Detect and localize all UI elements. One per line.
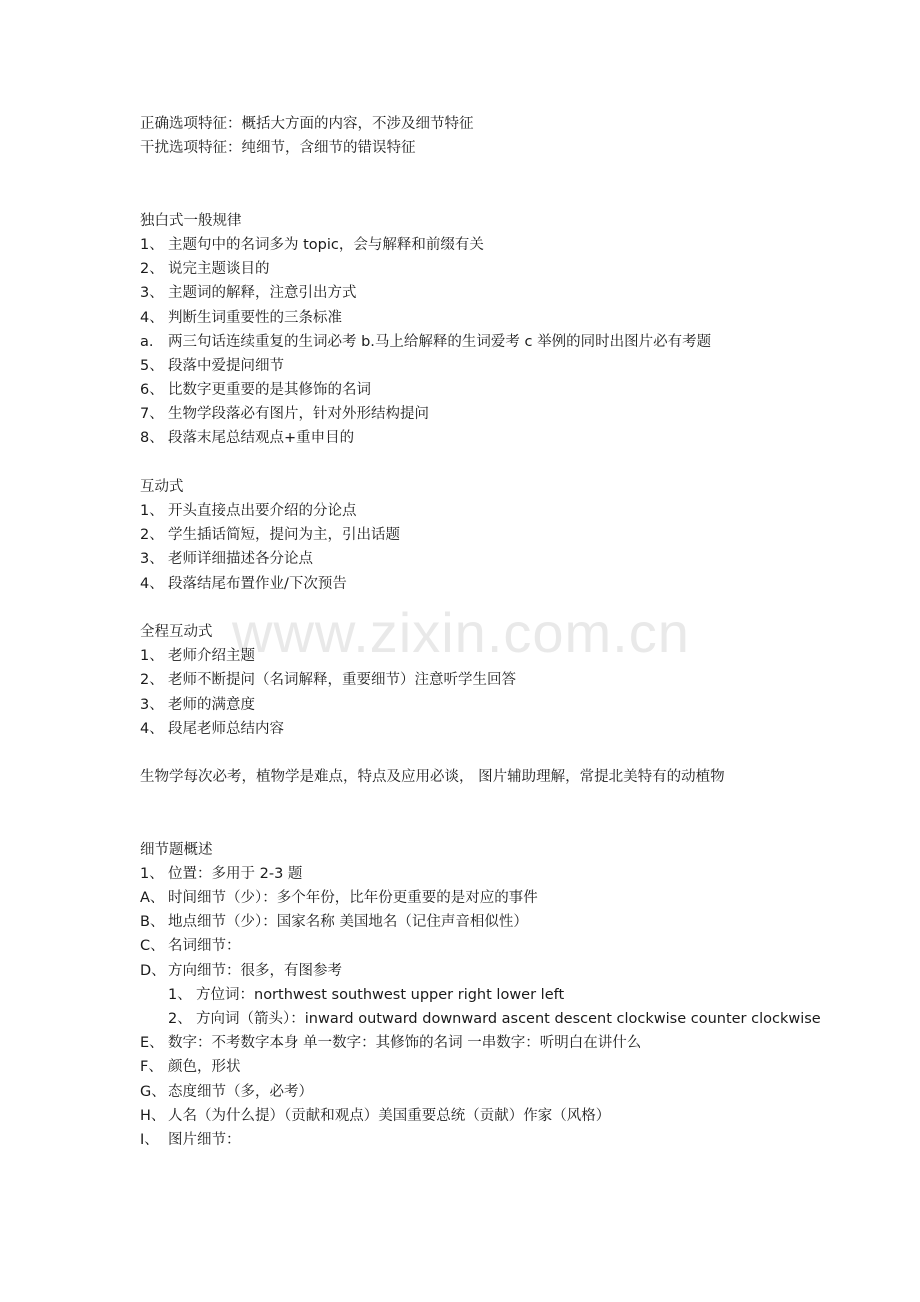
list-item: [140, 1128, 800, 1152]
list-item: [140, 959, 800, 983]
list-item: [140, 233, 800, 257]
list-item: [140, 644, 800, 668]
list-text: 方向细节：很多，有图参考: [168, 962, 342, 979]
list-marker: 1、: [140, 865, 164, 882]
list-text: 图片细节：: [168, 1131, 241, 1148]
list-marker: B、: [140, 914, 165, 931]
list-text: 颜色，形状: [168, 1059, 241, 1076]
list-marker: 3、: [140, 285, 164, 302]
list-marker: 4、: [140, 720, 164, 737]
list-marker: 8、: [140, 430, 164, 447]
list-item: [140, 910, 800, 934]
section-title-detail: 细节题概述: [140, 841, 213, 858]
list-text: 段落末尾总结观点+重申目的: [168, 430, 355, 447]
list-item: [140, 306, 800, 330]
sub-list-item: [140, 1007, 821, 1031]
monologue-list: [140, 233, 800, 451]
list-marker: 5、: [140, 357, 164, 374]
document-page: [140, 112, 821, 1152]
list-marker: 3、: [140, 551, 164, 568]
list-text: 时间细节（少）：多个年份，比年份更重要的是对应的事件: [168, 890, 538, 907]
list-marker: 1、: [140, 503, 164, 519]
list-item: [140, 402, 800, 426]
list-item: [140, 426, 800, 450]
sub-list-item: [140, 983, 800, 1007]
list-text: 位置：多用于 2-3 题: [168, 865, 303, 882]
list-marker: 6、: [140, 382, 164, 399]
list-marker: C、: [140, 938, 165, 955]
list-text: 两三句话连续重复的生词必考 b.马上给解释的生词爱考 c 举例的同时出图片必有考题: [168, 333, 712, 350]
list-text: 方向词（箭头）：inward outward downward ascent descent clockwise counter clockwise: [196, 1010, 821, 1027]
list-marker: 2、: [140, 261, 164, 278]
list-item: [140, 330, 800, 354]
list-text: 判断生词重要性的三条标准: [168, 309, 342, 326]
section-title-monologue: 独白式一般规律: [140, 212, 242, 229]
list-item: [140, 572, 800, 596]
list-item: [140, 934, 800, 958]
full-interactive-list: [140, 644, 800, 741]
list-text: 段落中爱提问细节: [168, 357, 284, 374]
list-text: 名词细节：: [168, 938, 241, 955]
list-item: [140, 281, 800, 305]
list-text: 段落结尾布置作业/下次预告: [168, 575, 347, 592]
list-marker: 2、: [168, 1010, 192, 1027]
list-item: [140, 547, 800, 571]
list-marker: 4、: [140, 309, 164, 326]
list-text: 老师不断提问（名词解释，重要细节）注意听学生回答: [168, 672, 516, 689]
list-text: 主题词的解释，注意引出方式: [168, 285, 357, 302]
list-text: 态度细节（多，必考）: [168, 1083, 313, 1100]
list-marker: 1、: [168, 986, 192, 1003]
list-item: [140, 693, 800, 717]
list-text: 学生插话简短，提问为主，引出话题: [168, 527, 400, 544]
list-item: [140, 668, 800, 692]
list-marker: H、: [140, 1107, 166, 1124]
section-title-interactive: 互动式: [140, 478, 184, 495]
list-item: [140, 717, 800, 741]
list-text: 开头直接点出要介绍的分论点: [168, 503, 357, 519]
list-marker: D、: [140, 962, 166, 979]
list-text: 比数字更重要的是其修饰的名词: [168, 382, 371, 399]
list-marker: A、: [140, 890, 165, 907]
list-marker: a.: [140, 333, 154, 350]
list-marker: 2、: [140, 672, 164, 689]
list-marker: 7、: [140, 406, 164, 423]
list-item: [140, 886, 800, 910]
intro-line-correct: 正确选项特征：概括大方面的内容，不涉及细节特征: [140, 116, 474, 132]
list-marker: 3、: [140, 696, 164, 713]
list-text: 说完主题谈目的: [168, 261, 270, 278]
list-item: [140, 1080, 800, 1104]
list-marker: I、: [140, 1131, 159, 1148]
list-marker: 1、: [140, 648, 164, 665]
list-marker: 4、: [140, 575, 164, 592]
list-item: [140, 1055, 800, 1079]
interactive-list: [140, 499, 800, 596]
list-item: [140, 499, 800, 523]
list-text: 老师介绍主题: [168, 648, 255, 665]
list-item: [140, 378, 800, 402]
list-item: [140, 354, 800, 378]
list-text: 生物学段落必有图片，针对外形结构提问: [168, 406, 429, 423]
detail-list: [140, 862, 821, 1152]
list-text: 方位词：northwest southwest upper right lower left: [196, 986, 565, 1003]
list-text: 地点细节（少）：国家名称 美国地名（记住声音相似性）: [168, 914, 528, 931]
list-text: 数字：不考数字本身 单一数字：其修饰的名词 一串数字：听明白在讲什么: [168, 1035, 642, 1052]
list-marker: 1、: [140, 236, 164, 253]
list-text: 老师的满意度: [168, 696, 255, 713]
list-text: 人名（为什么提）（贡献和观点）美国重要总统（贡献）作家（风格）: [168, 1107, 611, 1124]
watermark: www.zixin.com.cn: [232, 601, 690, 664]
list-item: [140, 523, 800, 547]
biology-note: 生物学每次必考，植物学是难点，特点及应用必谈， 图片辅助理解，常提北美特有的动植物: [140, 769, 725, 786]
list-marker: E、: [140, 1035, 164, 1052]
list-text: 老师详细描述各分论点: [168, 551, 313, 568]
list-item: [140, 862, 800, 886]
list-item: [140, 1031, 800, 1055]
intro-line-distractor: 干扰选项特征：纯细节，含细节的错误特征: [140, 140, 416, 157]
list-text: 主题句中的名词多为 topic，会与解释和前缀有关: [168, 236, 484, 253]
list-item: [140, 1104, 800, 1128]
list-item: [140, 257, 800, 281]
list-marker: F、: [140, 1059, 163, 1076]
section-title-full-interactive: 全程互动式: [140, 623, 213, 640]
list-marker: G、: [140, 1083, 166, 1100]
list-marker: 2、: [140, 527, 164, 544]
list-text: 段尾老师总结内容: [168, 720, 284, 737]
